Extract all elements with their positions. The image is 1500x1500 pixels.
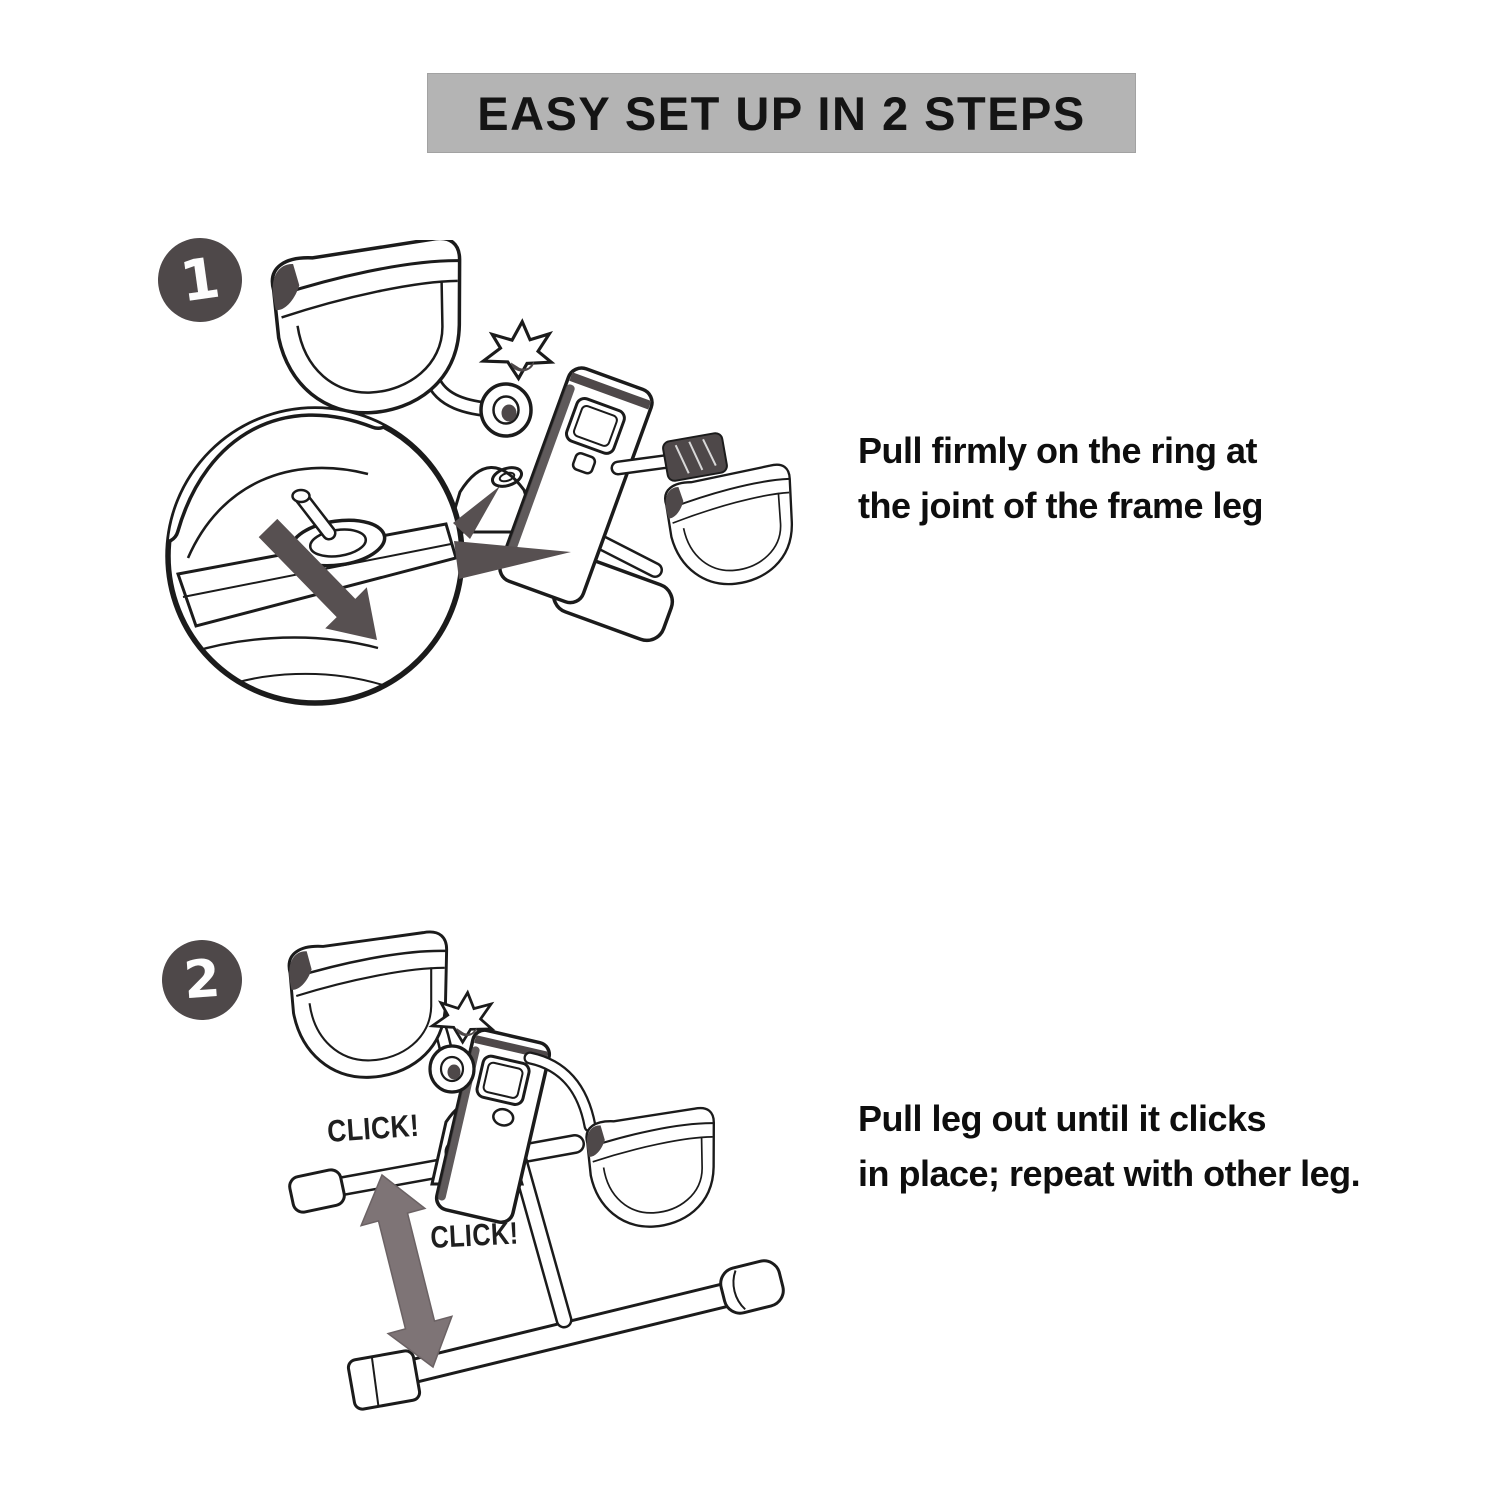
- step-1-line-2: the joint of the frame leg: [858, 485, 1264, 526]
- title-banner: [427, 73, 1136, 153]
- tension-knob: [479, 318, 555, 383]
- right-pedal: [662, 463, 805, 593]
- strap-buckle: [662, 432, 728, 482]
- step-2-illustration: [150, 930, 830, 1460]
- step-2-line-2: in place; repeat with other leg.: [858, 1153, 1361, 1194]
- step-1-line-1: Pull firmly on the ring at: [858, 430, 1258, 471]
- exerciser-extended: [286, 931, 786, 1411]
- rear-leg-cap: [717, 1257, 786, 1316]
- right-pedal: [584, 1107, 724, 1233]
- click-label-1: CLICK!: [326, 1106, 437, 1149]
- step-2-line-1: Pull leg out until it clicks: [858, 1098, 1267, 1139]
- display-screen: [475, 1055, 530, 1106]
- step-1-number: 1: [176, 245, 224, 315]
- step-1-illustration: [150, 240, 830, 730]
- front-leg-cap: [288, 1168, 346, 1214]
- step-2-instruction: [858, 1091, 1360, 1201]
- page-title: EASY SET UP IN 2 STEPS: [477, 86, 1086, 140]
- step-1-instruction: [858, 423, 1263, 533]
- rear-leg-block: [347, 1350, 421, 1411]
- step-2-number: 2: [181, 948, 223, 1012]
- click-label-2: CLICK!: [429, 1214, 540, 1255]
